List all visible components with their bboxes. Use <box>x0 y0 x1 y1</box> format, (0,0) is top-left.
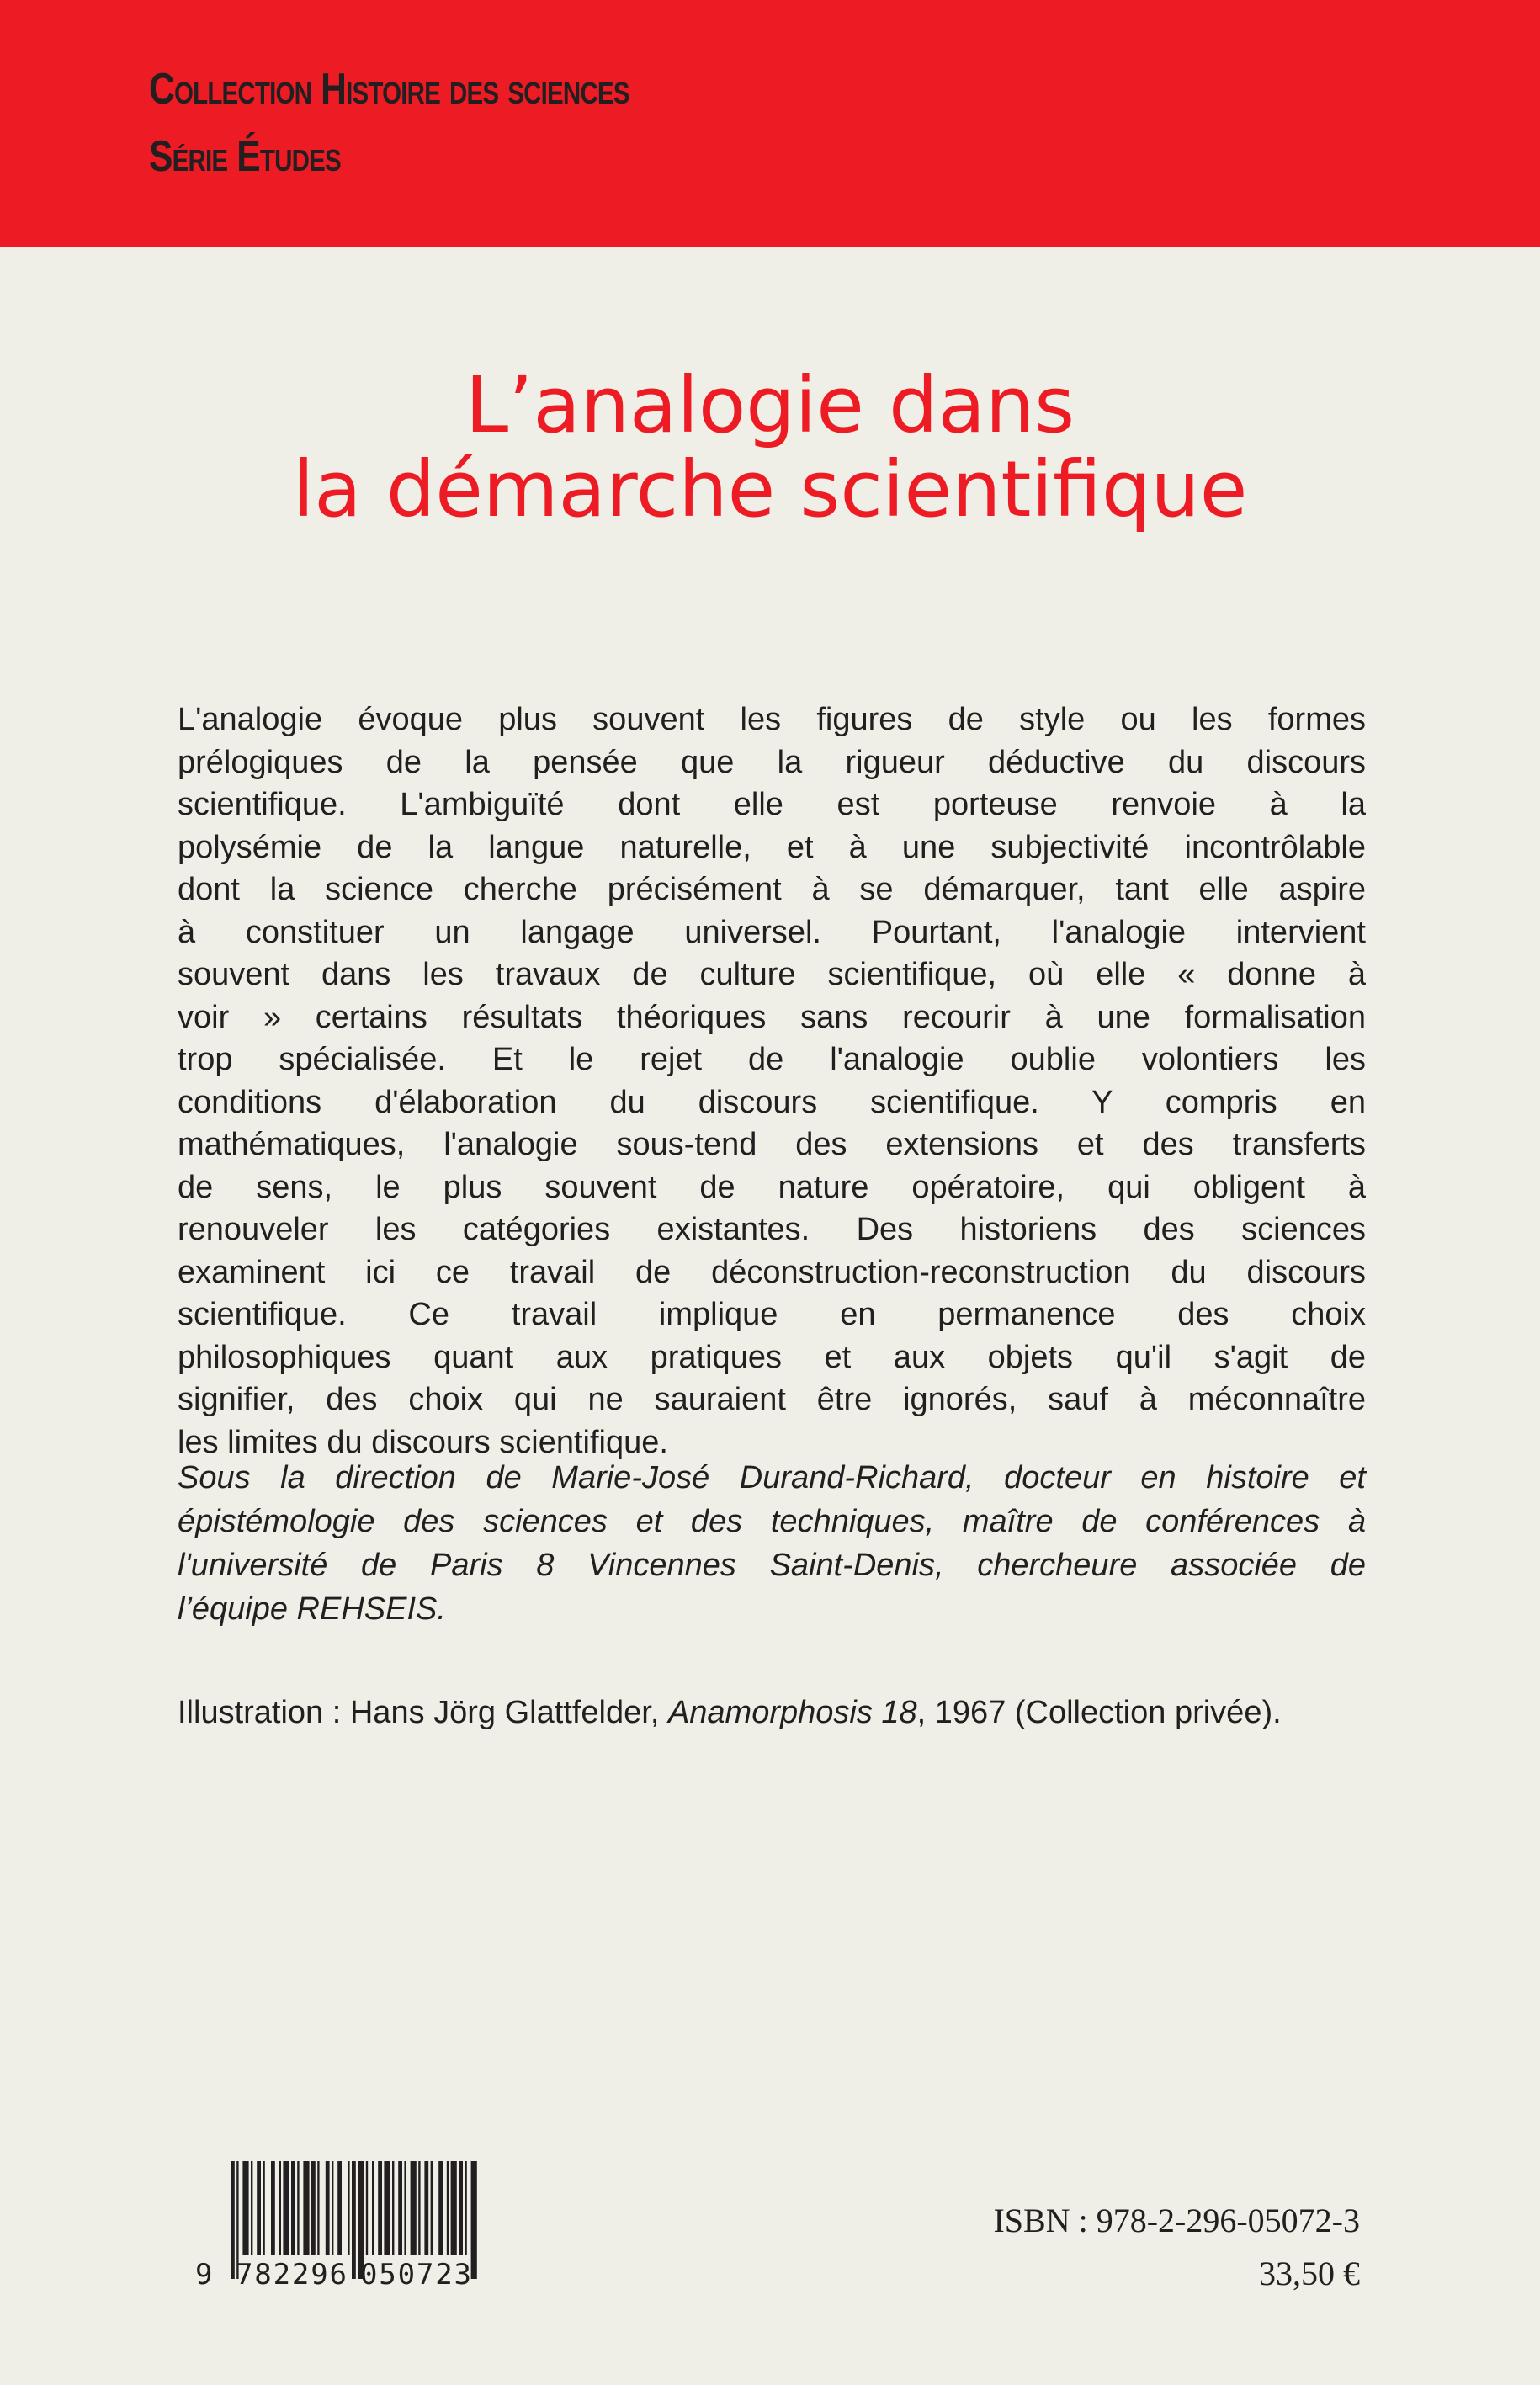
barcode-bar <box>257 2161 261 2255</box>
text-line: trop spécialisée. Et le rejet de l'analogie oublie volontiers les <box>178 1042 1366 1077</box>
price: 33,50 € <box>1259 2255 1360 2292</box>
barcode-bar <box>303 2161 309 2255</box>
text-line: signifier, des choix qui ne sauraient être ignorés, sauf à méconnaître <box>178 1382 1366 1417</box>
barcode-bar <box>271 2161 275 2255</box>
illustration-credit <box>178 1695 1282 1731</box>
text-line: dont la science cherche précisément à se démarquer, tant elle aspire <box>178 872 1366 907</box>
text-line: scientifique. Ce travail implique en permanence des choix <box>178 1297 1366 1332</box>
barcode-bar <box>392 2161 394 2255</box>
text-line: voir » certains résultats théoriques sans recourir à une formalisation <box>178 999 1366 1035</box>
barcode-bar <box>418 2161 420 2255</box>
series-name: Série Études <box>149 132 341 181</box>
barcode-bar <box>279 2161 281 2255</box>
barcode-digits-left: 782296 <box>236 2258 347 2287</box>
barcode-bar <box>251 2161 252 2255</box>
barcode-bar <box>242 2161 248 2255</box>
text-line: l’équipe REHSEIS. <box>178 1591 446 1627</box>
barcode-bar <box>337 2161 342 2255</box>
barcode-bar <box>263 2161 264 2255</box>
collection-banner <box>0 0 1540 247</box>
text-line: philosophiques quant aux pratiques et aux objets qu'il s'agit de <box>178 1339 1366 1375</box>
book-title-line-2: la démarche scientifique <box>292 444 1248 534</box>
barcode-bar <box>352 2161 356 2279</box>
barcode-bar <box>447 2161 449 2255</box>
barcode-bar <box>317 2161 319 2255</box>
barcode-bar <box>465 2161 466 2255</box>
text-line: à constituer un langage universel. Pourtant, l'analogie intervient <box>178 914 1366 950</box>
barcode-bar <box>411 2161 417 2255</box>
barcode-bar <box>372 2161 374 2255</box>
text-line: mathématiques, l'analogie sous-tend des extensions et des transferts <box>178 1127 1366 1162</box>
illustration-work: Anamorphosis 18 <box>667 1695 917 1730</box>
text-line: polysémie de la langue naturelle, et à une subjectivité incontrôlable <box>178 829 1366 865</box>
barcode-bar <box>384 2161 390 2255</box>
barcode-bar <box>366 2161 368 2255</box>
text-line: épistémologie des sciences et des techniques, maître de conférences à <box>178 1504 1366 1539</box>
editor-paragraph <box>178 1456 1366 1631</box>
text-line: scientifique. L'ambiguïté dont elle est porteuse renvoie à la <box>178 787 1366 822</box>
summary-paragraph <box>178 699 1366 1463</box>
barcode <box>194 2161 513 2287</box>
text-line: les limites du discours scientifique. <box>178 1424 668 1460</box>
barcode-digit-first: 9 <box>195 2258 213 2287</box>
barcode-bar <box>438 2161 443 2255</box>
barcode-bar <box>424 2161 428 2255</box>
illustration-suffix: , 1967 (Collection privée). <box>916 1695 1282 1730</box>
text-line: de sens, le plus souvent de nature opératoire, qui obligent à <box>178 1169 1366 1205</box>
barcode-bar <box>451 2161 457 2255</box>
text-line: l'université de Paris 8 Vincennes Saint-Denis, chercheure associée de <box>178 1548 1366 1583</box>
barcode-bar <box>431 2161 433 2255</box>
barcode-bar <box>404 2161 406 2255</box>
barcode-bar <box>283 2161 289 2255</box>
barcode-bar <box>291 2161 295 2255</box>
barcode-bar <box>332 2161 333 2255</box>
collection-name: Collection Histoire des sciences <box>149 65 629 114</box>
barcode-bar <box>348 2161 349 2255</box>
text-line: souvent dans les travaux de culture scientifique, où elle « donne à <box>178 957 1366 992</box>
barcode-digits-right: 050723 <box>360 2258 471 2287</box>
text-line: L'analogie évoque plus souvent les figures de style ou les formes <box>178 702 1366 737</box>
barcode-bar <box>398 2161 402 2255</box>
barcode-bar <box>378 2161 382 2255</box>
book-title-line-1: L’analogie dans <box>465 360 1075 450</box>
barcode-bar <box>326 2161 330 2255</box>
isbn: ISBN : 978-2-296-05072-3 <box>993 2202 1360 2239</box>
text-line: Sous la direction de Marie-José Durand-Richard, docteur en histoire et <box>178 1460 1366 1495</box>
barcode-bar <box>471 2161 477 2279</box>
barcode-bar <box>459 2161 463 2255</box>
barcode-bar <box>311 2161 316 2255</box>
text-line: conditions d'élaboration du discours scientifique. Y compris en <box>178 1084 1366 1120</box>
text-line: prélogiques de la pensée que la rigueur déductive du discours <box>178 744 1366 780</box>
illustration-prefix: Illustration : Hans Jörg Glattfelder, <box>178 1695 668 1730</box>
text-line: examinent ici ce travail de déconstruction-reconstruction du discours <box>178 1254 1366 1290</box>
barcode-bar <box>297 2161 299 2255</box>
barcode-bar <box>231 2161 235 2279</box>
text-line: renouveler les catégories existantes. Des historiens des sciences <box>178 1212 1366 1247</box>
